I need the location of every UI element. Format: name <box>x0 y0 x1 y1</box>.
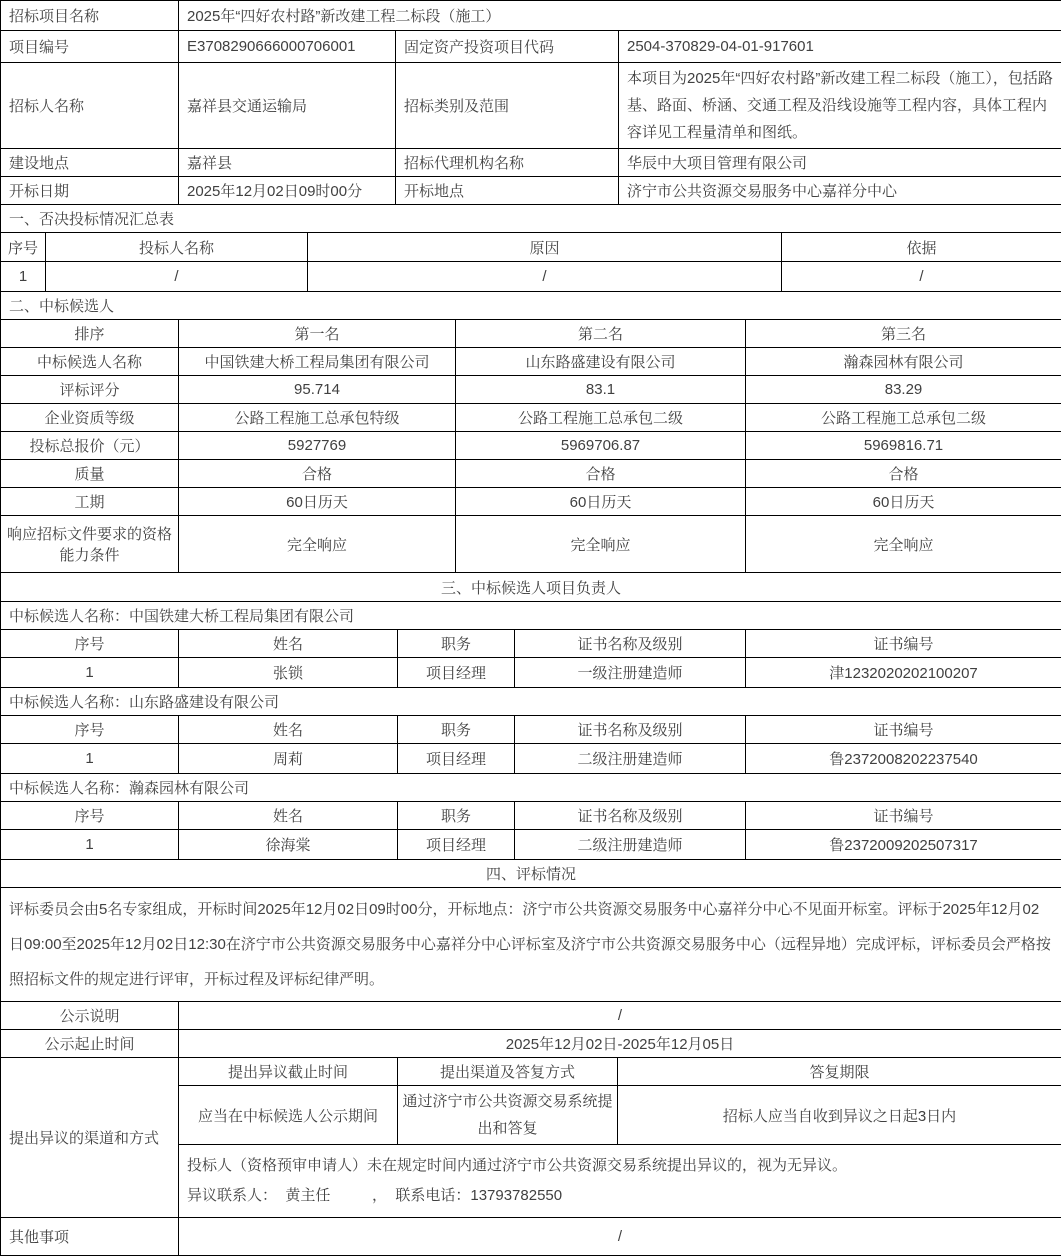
location-value: 嘉祥县 <box>179 149 396 177</box>
qualification-1: 公路工程施工总承包特级 <box>179 404 456 432</box>
company-3-title: 项目经理 <box>398 830 515 860</box>
footer-table <box>0 1001 1061 1256</box>
company-1-cert: 一级注册建造师 <box>515 658 746 688</box>
evaluation-paragraph: 评标委员会由5名专家组成，开标时间2025年12月02日09时00分，开标地点：济宁市公共资源交易服务中心嘉祥分中心不见面开标室。评标于2025年12月02日09:00至2025年12月02日12:30在济宁市公共资源交易服务中心嘉祥分中心评标室及济宁市公共资源交易服务中心（远程异地）完成评标，评标委员会严格按照招标文件的规定进行评审，开标过程及评标纪律严明。 <box>1 888 1061 1002</box>
manager-header-cert: 证书名称及级别 <box>515 630 746 658</box>
rejected-row-seq: 1 <box>1 262 46 292</box>
rejected-row-basis: / <box>782 262 1061 292</box>
bid-opening-place-label: 开标地点 <box>396 177 619 205</box>
rejected-header-seq: 序号 <box>1 233 46 262</box>
rejected-row-reason: / <box>308 262 782 292</box>
category-scope-value: 本项目为2025年“四好农村路”新改建工程二标段（施工），包括路基、路面、桥涵、交通工程及沿线设施等工程内容，具体工程内容详见工程量清单和图纸。 <box>619 63 1061 149</box>
quality-2: 合格 <box>456 460 746 488</box>
company-2-seq: 1 <box>1 744 179 774</box>
tenderer-label: 招标人名称 <box>1 63 179 149</box>
period-value: 2025年12月02日-2025年12月05日 <box>179 1030 1061 1058</box>
price-1: 5927769 <box>179 432 456 460</box>
score-2: 83.1 <box>456 376 746 404</box>
response-1: 完全响应 <box>179 516 456 573</box>
manager-header-cert: 证书名称及级别 <box>515 802 746 830</box>
asset-code-value: 2504-370829-04-01-917601 <box>619 31 1061 63</box>
rejected-header-bidder: 投标人名称 <box>46 233 308 262</box>
objection-reply-value: 招标人应当自收到异议之日起3日内 <box>618 1086 1061 1145</box>
project-name-label: 招标项目名称 <box>1 1 179 31</box>
company-1-name: 中标候选人名称：中国铁建大桥工程局集团有限公司 <box>1 602 1061 630</box>
rejected-header-basis: 依据 <box>782 233 1061 262</box>
company-1-person: 张锁 <box>179 658 398 688</box>
price-3: 5969816.71 <box>746 432 1061 460</box>
company-2-certno: 鲁2372008202237540 <box>746 744 1061 774</box>
company-2-title: 项目经理 <box>398 744 515 774</box>
rejected-row-bidder: / <box>46 262 308 292</box>
objection-reply-header: 答复期限 <box>618 1058 1061 1086</box>
quality-1: 合格 <box>179 460 456 488</box>
duration-2: 60日历天 <box>456 488 746 516</box>
manager-header-title: 职务 <box>398 716 515 744</box>
notice-label: 公示说明 <box>1 1002 179 1030</box>
manager-header-seq: 序号 <box>1 630 179 658</box>
project-number-value: E3708290666000706001 <box>179 31 396 63</box>
manager-header-seq: 序号 <box>1 716 179 744</box>
manager-header-title: 职务 <box>398 802 515 830</box>
manager-header-certno: 证书编号 <box>746 630 1061 658</box>
rejected-header-reason: 原因 <box>308 233 782 262</box>
candidates-table <box>0 291 1061 573</box>
company-3-seq: 1 <box>1 830 179 860</box>
response-3: 完全响应 <box>746 516 1061 573</box>
duration-label: 工期 <box>1 488 179 516</box>
manager-header-cert: 证书名称及级别 <box>515 716 746 744</box>
project-managers-table <box>0 572 1061 860</box>
response-2: 完全响应 <box>456 516 746 573</box>
objection-channel-header: 提出渠道及答复方式 <box>398 1058 618 1086</box>
manager-header-certno: 证书编号 <box>746 802 1061 830</box>
price-2: 5969706.87 <box>456 432 746 460</box>
bid-opening-date-value: 2025年12月02日09时00分 <box>179 177 396 205</box>
manager-header-certno: 证书编号 <box>746 716 1061 744</box>
agency-label: 招标代理机构名称 <box>396 149 619 177</box>
company-2-name: 中标候选人名称：山东路盛建设有限公司 <box>1 688 1061 716</box>
other-label: 其他事项 <box>1 1218 179 1256</box>
score-label: 评标评分 <box>1 376 179 404</box>
section4-title: 四、评标情况 <box>1 860 1061 888</box>
manager-header-name: 姓名 <box>179 630 398 658</box>
notice-value: / <box>179 1002 1061 1030</box>
bid-opening-place-value: 济宁市公共资源交易服务中心嘉祥分中心 <box>619 177 1061 205</box>
location-label: 建设地点 <box>1 149 179 177</box>
rank-label: 排序 <box>1 320 179 348</box>
manager-header-name: 姓名 <box>179 716 398 744</box>
company-2-cert: 二级注册建造师 <box>515 744 746 774</box>
objection-note-text: 投标人（资格预审申请人）未在规定时间内通过济宁市公共资源交易系统提出异议的，视为无异议。 <box>187 1151 1053 1181</box>
tenderer-value: 嘉祥县交通运输局 <box>179 63 396 149</box>
company-1-seq: 1 <box>1 658 179 688</box>
company-3-name: 中标候选人名称：瀚森园林有限公司 <box>1 774 1061 802</box>
rejected-bids-table <box>0 204 1061 292</box>
rank-third: 第三名 <box>746 320 1061 348</box>
rank-first: 第一名 <box>179 320 456 348</box>
company-3-cert: 二级注册建造师 <box>515 830 746 860</box>
objection-label: 提出异议的渠道和方式 <box>1 1058 179 1218</box>
quality-label: 质量 <box>1 460 179 488</box>
company-3-person: 徐海棠 <box>179 830 398 860</box>
candidate-name-1: 中国铁建大桥工程局集团有限公司 <box>179 348 456 376</box>
project-info-table <box>0 0 1061 205</box>
score-3: 83.29 <box>746 376 1061 404</box>
project-name-value: 2025年“四好农村路”新改建工程二标段（施工） <box>179 1 1061 31</box>
company-1-title: 项目经理 <box>398 658 515 688</box>
objection-contact: 异议联系人： 黄主任 ， 联系电话：13793782550 <box>187 1181 1053 1211</box>
duration-3: 60日历天 <box>746 488 1061 516</box>
bid-opening-date-label: 开标日期 <box>1 177 179 205</box>
qualification-label: 企业资质等级 <box>1 404 179 432</box>
section1-title: 一、否决投标情况汇总表 <box>1 205 1061 233</box>
candidate-name-label: 中标候选人名称 <box>1 348 179 376</box>
objection-note <box>179 1145 1061 1218</box>
objection-deadline-value: 应当在中标候选人公示期间 <box>179 1086 398 1145</box>
rank-second: 第二名 <box>456 320 746 348</box>
duration-1: 60日历天 <box>179 488 456 516</box>
section3-title: 三、中标候选人项目负责人 <box>1 573 1061 602</box>
response-label: 响应招标文件要求的资格能力条件 <box>1 516 179 573</box>
category-scope-label: 招标类别及范围 <box>396 63 619 149</box>
asset-code-label: 固定资产投资项目代码 <box>396 31 619 63</box>
candidate-name-3: 瀚森园林有限公司 <box>746 348 1061 376</box>
manager-header-title: 职务 <box>398 630 515 658</box>
manager-header-name: 姓名 <box>179 802 398 830</box>
period-label: 公示起止时间 <box>1 1030 179 1058</box>
project-number-label: 项目编号 <box>1 31 179 63</box>
objection-deadline-header: 提出异议截止时间 <box>179 1058 398 1086</box>
company-2-person: 周莉 <box>179 744 398 774</box>
objection-channel-value: 通过济宁市公共资源交易系统提出和答复 <box>398 1086 618 1145</box>
qualification-3: 公路工程施工总承包二级 <box>746 404 1061 432</box>
other-value: / <box>179 1218 1061 1256</box>
manager-header-seq: 序号 <box>1 802 179 830</box>
candidate-name-2: 山东路盛建设有限公司 <box>456 348 746 376</box>
price-label: 投标总报价（元） <box>1 432 179 460</box>
score-1: 95.714 <box>179 376 456 404</box>
qualification-2: 公路工程施工总承包二级 <box>456 404 746 432</box>
section2-title: 二、中标候选人 <box>1 292 1061 320</box>
quality-3: 合格 <box>746 460 1061 488</box>
company-3-certno: 鲁2372009202507317 <box>746 830 1061 860</box>
agency-value: 华辰中大项目管理有限公司 <box>619 149 1061 177</box>
company-1-certno: 津1232020202100207 <box>746 658 1061 688</box>
evaluation-table <box>0 859 1061 1002</box>
